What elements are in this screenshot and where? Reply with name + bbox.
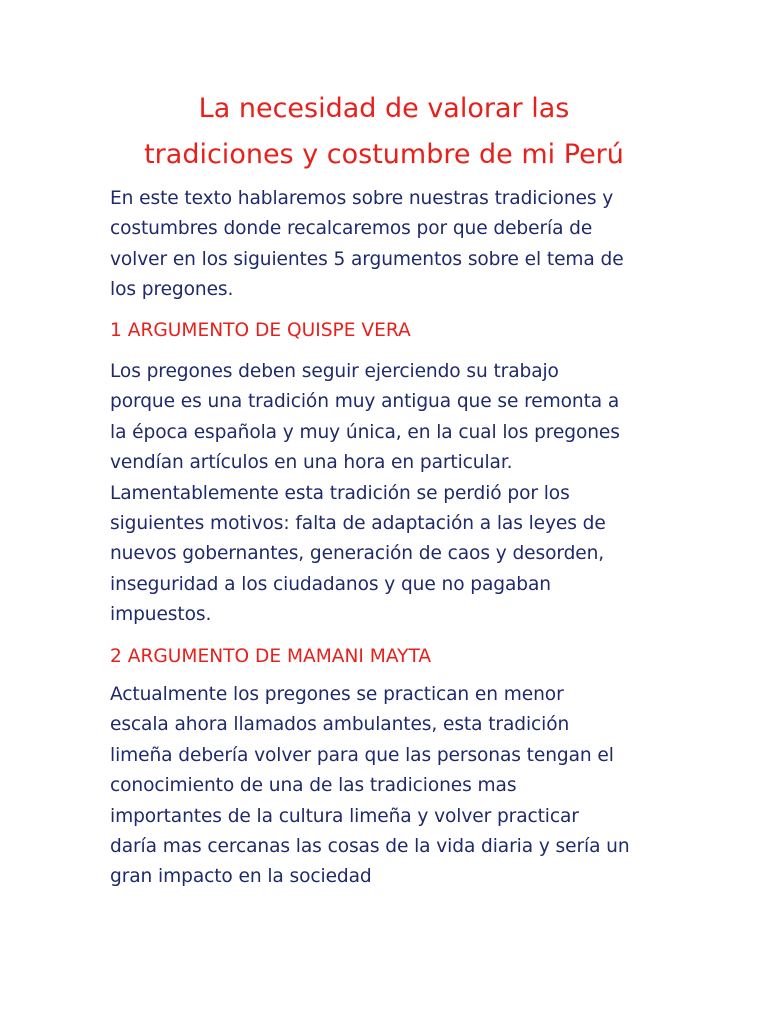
paragraph-line: porque es una tradición muy antigua que se remonta a [110, 391, 620, 413]
intro-line: los pregones. [110, 279, 234, 301]
paragraph-line: gran impacto en la sociedad [110, 866, 372, 888]
section-heading-2: 2 ARGUMENTO DE MAMANI MAYTA [110, 646, 432, 667]
paragraph-line: siguientes motivos: falta de adaptación a las leyes de [110, 513, 606, 535]
paragraph-line: nuevos gobernantes, generación de caos y desorden, [110, 543, 605, 565]
paragraph-line: conocimiento de una de las tradiciones mas [110, 775, 517, 797]
paragraph-line: la época española y muy única, en la cual los pregones [110, 421, 620, 443]
intro-paragraph [110, 184, 670, 306]
document-title [60, 86, 708, 178]
paragraph-line: Lamentablemente esta tradición se perdió por los [110, 482, 570, 504]
paragraph-line: escala ahora llamados ambulantes, esta tradición [110, 714, 570, 736]
paragraph-line: impuestos. [110, 604, 212, 626]
intro-line: costumbres donde recalcaremos por que debería de [110, 218, 593, 240]
paragraph-line: vendían artículos en una hora en particular. [110, 452, 513, 474]
title-line: La necesidad de valorar las [198, 93, 570, 124]
paragraph-line: Los pregones deben seguir ejerciendo su trabajo [110, 361, 559, 382]
paragraph-line: limeña debería volver para que las personas tengan el [110, 744, 614, 766]
paragraph-line: importantes de la cultura limeña y volver practicar [110, 805, 579, 827]
paragraph-line: Actualmente los pregones se practican en menor [110, 684, 564, 705]
intro-line: volver en los siguientes 5 argumentos sobre el tema de [110, 248, 624, 270]
intro-line: En este texto hablaremos sobre nuestras tradiciones y [110, 188, 614, 209]
title-line: tradiciones y costumbre de mi Perú [144, 139, 624, 170]
section-2-paragraph [110, 680, 670, 893]
paragraph-line: daría mas cercanas las cosas de la vida diaria y sería un [110, 836, 630, 858]
paragraph-line: inseguridad a los ciudadanos y que no pagaban [110, 573, 551, 595]
section-1-paragraph [110, 357, 670, 631]
section-heading-1: 1 ARGUMENTO DE QUISPE VERA [110, 320, 411, 341]
